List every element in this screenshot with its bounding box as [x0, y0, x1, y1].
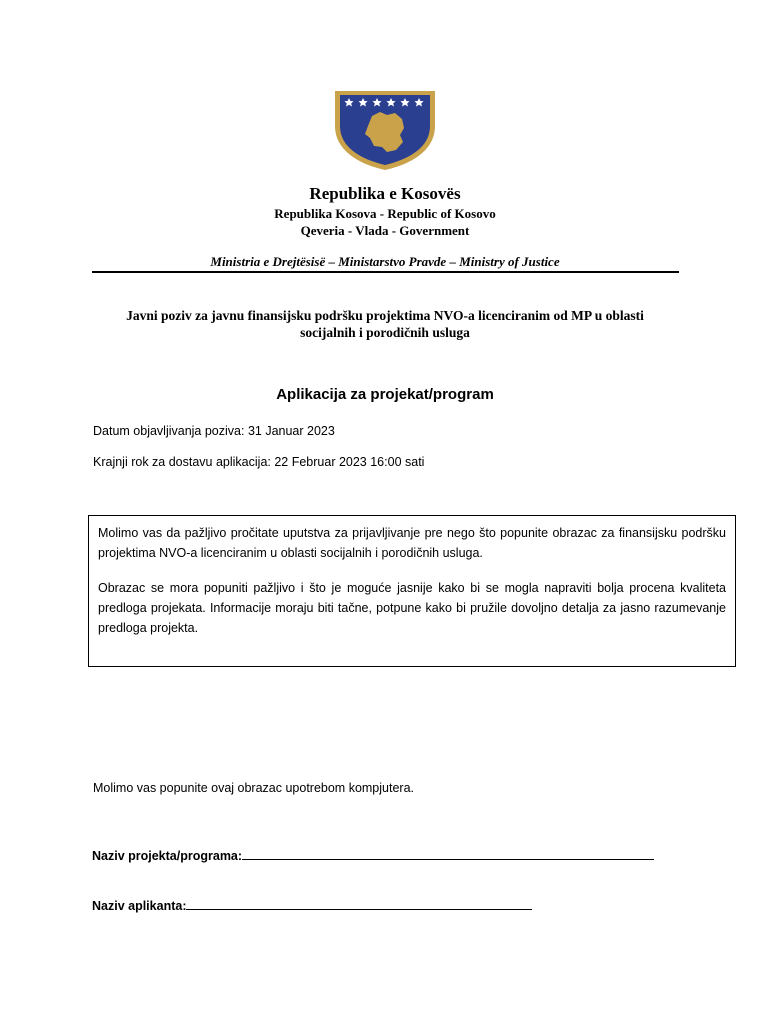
country-title: Republika e Kosovës	[309, 184, 461, 203]
subtitle-republic: Republika Kosova - Republic of Kosovo	[274, 206, 496, 221]
applicant-name-field[interactable]	[92, 897, 532, 913]
emblem	[332, 88, 438, 172]
ministry-line: Ministria e Drejtësisë – Ministarstvo Pravde – Ministry of Justice	[210, 254, 560, 269]
submission-deadline: Krajnji rok za dostavu aplikacija: 22 Februar 2023 16:00 sati	[93, 455, 425, 469]
publish-date: Datum objavljivanja poziva: 31 Januar 2023	[93, 424, 335, 438]
project-name-label: Naziv projekta/programa:	[92, 849, 243, 863]
instructions-box	[88, 515, 736, 667]
computer-fill-note: Molimo vas popunite ovaj obrazac upotrebom kompjutera.	[93, 781, 415, 795]
applicant-name-input-line[interactable]	[186, 897, 532, 910]
application-heading: Aplikacija za projekat/program	[276, 386, 494, 403]
header-divider	[92, 271, 679, 273]
call-title: Javni poziv za javnu finansijsku podršku projektima NVO-a licenciranim od MP u oblasti socijalnih i porodičnih usluga	[126, 308, 644, 340]
applicant-name-label: Naziv aplikanta:	[92, 899, 187, 913]
subtitle-government: Qeveria - Vlada - Government	[300, 223, 470, 238]
project-name-input-line[interactable]	[242, 847, 654, 860]
project-name-field[interactable]	[92, 847, 654, 863]
instructions-paragraph-1: Molimo vas da pažljivo pročitate uputstva za prijavljivanje pre nego što popunite obrazac za finansijsku podršku projektima NVO-a licenciranim u oblasti socijalnih i porodičnih usluga.	[98, 526, 726, 560]
instructions-paragraph-2: Obrazac se mora popuniti pažljivo i što je moguće jasnije kako bi se mogla napraviti bolja procena kvaliteta predloga projekata. Informacije moraju biti tačne, potpune kako bi pružile dovoljno detalja za jasno razumevanje predloga projekta.	[98, 581, 726, 635]
coat-of-arms-icon	[332, 88, 438, 172]
